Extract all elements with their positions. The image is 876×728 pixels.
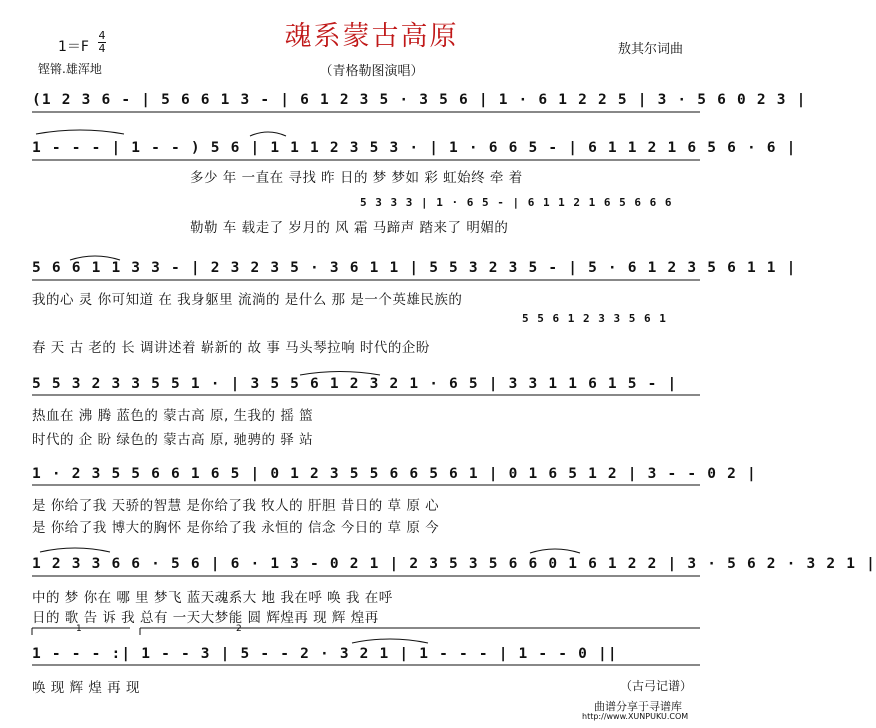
lyric-row-5b: 是 你给了我 博大的胸怀 是你给了我 永恒的 信念 今日的 草 原 今: [32, 520, 440, 536]
key-signature: 1＝F: [58, 39, 89, 55]
volta-1-label: 1: [76, 624, 82, 634]
share-credit: 曲谱分享于寻谱库: [594, 700, 682, 713]
notation-row-2-small: 5 3 3 3 | 1 · 6 5 - | 6 1 1 2 1 6 5 6 6 6: [360, 196, 673, 209]
lyric-row-6a: 中的 梦 你在 哪 里 梦飞 蓝天魂系大 地 我在呼 唤 我 在呼: [32, 590, 393, 606]
song-title: 魂系蒙古高原: [284, 21, 459, 52]
lyric-row-4b: 时代的 企 盼 绿色的 蒙古高 原, 驰骋的 驿 站: [32, 432, 314, 448]
notation-row-4: 5 5 3 2 3 3 5 5 1 · | 3 5 5 6 1 2 3 2 1 · 6 5 | 3 3 1 1 6 1 5 - |: [32, 376, 678, 392]
notation-row-7: 1 - - - :| 1 - - 3 | 5 - - 2 · 3 2 1 | 1 - - - | 1 - - 0 ||: [32, 646, 618, 662]
lyric-row-2b: 勒勒 车 载走了 岁月的 风 霜 马蹄声 踏来了 明媚的: [190, 220, 509, 236]
meter-top: 4: [98, 29, 106, 42]
notation-row-3-small: 5 5 6 1 2 3 3 5 6 1: [522, 312, 667, 325]
lyric-row-5a: 是 你给了我 天骄的智慧 是你给了我 牧人的 肝胆 昔日的 草 原 心: [32, 498, 440, 514]
tempo-marking: 铿锵.雄浑地: [38, 62, 102, 76]
lyric-row-3b: 春 天 古 老的 长 调讲述着 崭新的 故 事 马头琴拉响 时代的企盼: [32, 340, 430, 356]
volta-2-label: 2: [236, 624, 242, 634]
lyric-row-6b: 日的 歌 告 诉 我 总有 一天大梦能 圆 辉煌再 现 辉 煌再: [32, 610, 379, 626]
notation-row-5: 1 · 2 3 5 5 6 6 1 6 5 | 0 1 2 3 5 5 6 6 5 6 1 | 0 1 6 5 1 2 | 3 - - 0 2 |: [32, 466, 757, 482]
lyric-row-7: 唤 现 辉 煌 再 现: [32, 680, 140, 696]
notation-row-1: (1 2 3 6 - | 5 6 6 1 3 - | 6 1 2 3 5 · 3 5 6 | 1 · 6 1 2 2 5 | 3 · 5 6 0 2 3 |: [32, 92, 807, 108]
lyric-row-4a: 热血在 沸 腾 蓝色的 蒙古高 原, 生我的 摇 篮: [32, 408, 314, 424]
lyric-row-2a: 多少 年 一直在 寻找 昨 日的 梦 梦如 彩 虹始终 牵 着: [190, 170, 523, 186]
singer-subtitle: （青格勒图演唱）: [319, 64, 424, 79]
notation-row-2: 1 - - - | 1 - - ) 5 6 | 1 1 1 2 3 5 3 · | 1 · 6 6 5 - | 6 1 1 2 1 6 5 6 · 6 |: [32, 140, 797, 156]
notation-row-3: 5 6 6 1 1 3 3 - | 2 3 2 3 5 · 3 6 1 1 | 5 5 3 2 3 5 - | 5 · 6 1 2 3 5 6 1 1 |: [32, 260, 797, 276]
transcriber-note: （古弓记谱）: [620, 679, 693, 693]
source-url[interactable]: http://www.XUNPUKU.COM: [582, 712, 689, 721]
notation-row-6: 1 2 3 3 6 6 · 5 6 | 6 · 1 3 - 0 2 1 | 2 3 5 3 5 6 6 0 1 6 1 2 2 | 3 · 5 6 2 · 3 2 1 |: [32, 556, 876, 572]
meter-bottom: 4: [98, 42, 106, 55]
lyric-row-3a: 我的心 灵 你可知道 在 我身躯里 流淌的 是什么 那 是一个英雄民族的: [32, 292, 463, 308]
author-credit: 敖其尔词曲: [618, 42, 684, 57]
